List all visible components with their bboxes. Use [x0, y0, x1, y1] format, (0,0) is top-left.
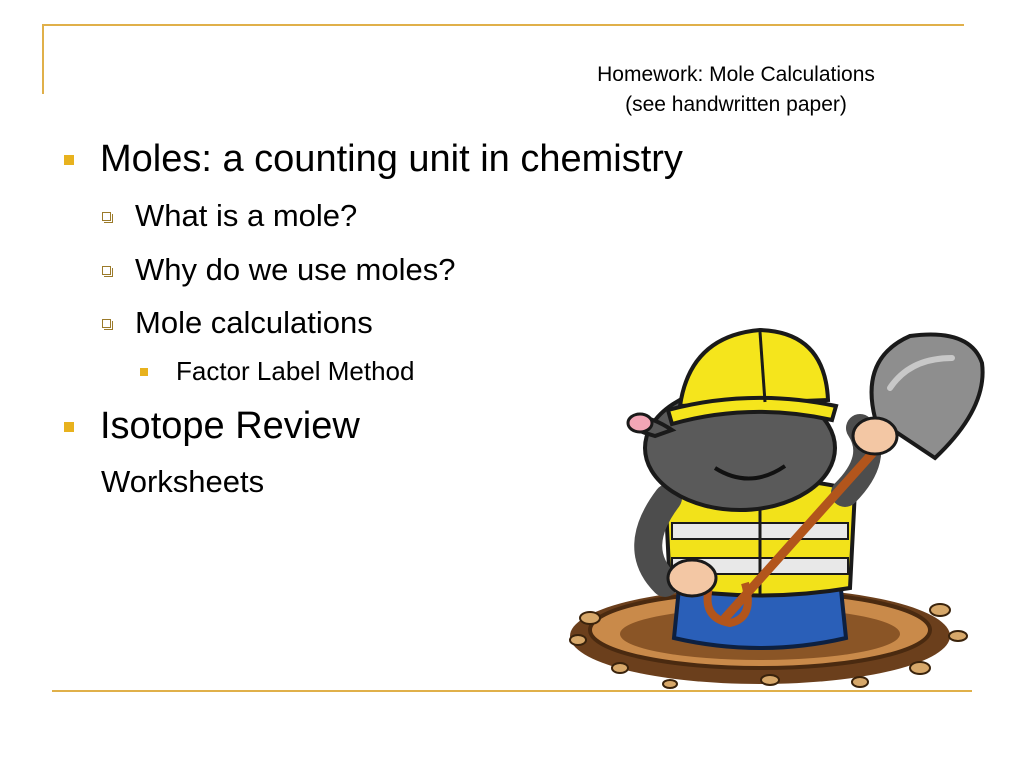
bullet-text: Factor Label Method [176, 356, 415, 386]
bullet-item [102, 305, 373, 341]
bullet-text: What is a mole? [135, 198, 358, 233]
bullet-text: Why do we use moles? [135, 252, 456, 287]
homework-note-line2: (see handwritten paper) [625, 93, 847, 116]
square-bullet-icon [140, 368, 148, 376]
bullet-text: Worksheets [101, 464, 265, 499]
box-bullet-icon [102, 266, 111, 275]
bullet-text: Mole calculations [135, 305, 373, 340]
frame-top-line [42, 24, 964, 26]
box-bullet-icon [102, 319, 111, 328]
frame-bottom-line [52, 690, 972, 692]
bullet-item [101, 464, 264, 500]
bullet-item [64, 138, 683, 181]
bullet-item [140, 356, 414, 387]
bullet-item [64, 405, 360, 448]
mole-with-shovel-icon [560, 318, 990, 690]
homework-note-line1: Homework: Mole Calculations [597, 63, 875, 86]
bullet-text: Moles: a counting unit in chemistry [100, 138, 683, 180]
homework-note [540, 60, 932, 120]
frame-left-line [42, 24, 44, 94]
bullet-item [102, 252, 455, 288]
bullet-item [102, 198, 357, 234]
square-bullet-icon [64, 155, 74, 165]
square-bullet-icon [64, 422, 74, 432]
bullet-text: Isotope Review [100, 405, 360, 447]
box-bullet-icon [102, 212, 111, 221]
